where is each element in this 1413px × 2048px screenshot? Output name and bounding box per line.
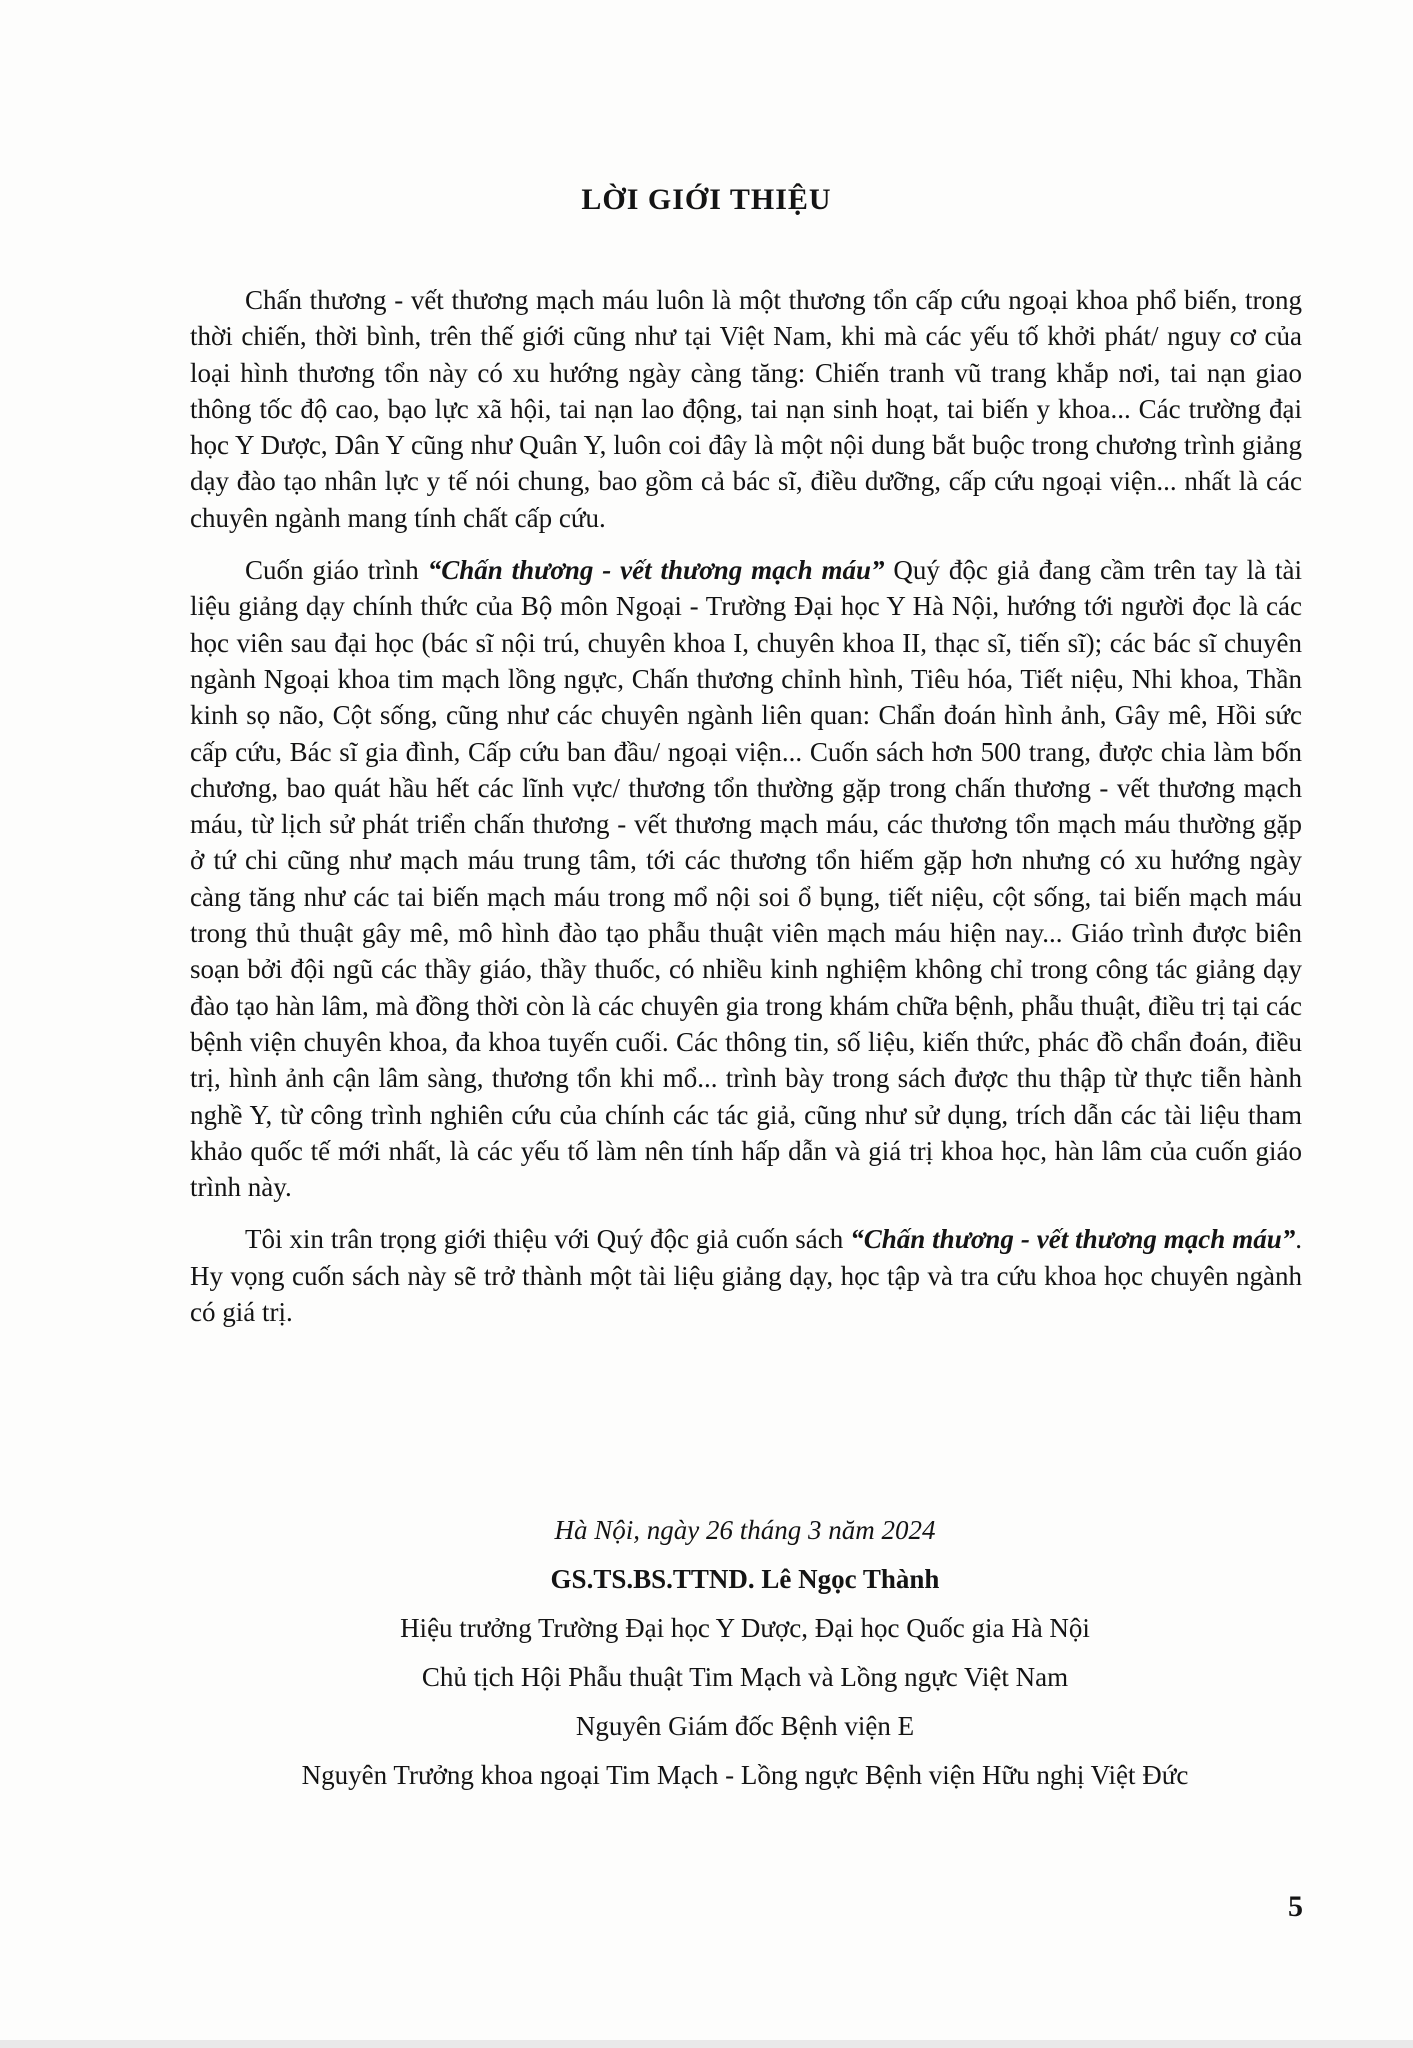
signature-position: Chủ tịch Hội Phẫu thuật Tim Mạch và Lồng ngực Việt Nam	[421, 1662, 1069, 1692]
body-text	[190, 282, 1302, 1346]
signature-block	[210, 1512, 1280, 1806]
paragraph-3	[190, 1221, 1302, 1330]
signature-position: Nguyên Giám đốc Bệnh viện E	[575, 1711, 915, 1741]
paragraph-3-run-1: Tôi xin trân trọng giới thiệu với Quý độc giả cuốn sách	[245, 1224, 851, 1255]
signature-position: Hiệu trưởng Trường Đại học Y Dược, Đại học Quốc gia Hà Nội	[400, 1613, 1090, 1643]
paragraph-1	[190, 282, 1302, 536]
signature-name: GS.TS.BS.TTND. Lê Ngọc Thành	[550, 1564, 940, 1594]
page-bottom-edge	[0, 2040, 1413, 2048]
paragraph-2-run-3: Quý độc giả đang cầm trên tay là tài liệu giảng dạy chính thức của Bộ môn Ngoại - Trường Đại học Y Hà Nội, hướng tới người đọc là các học viên sau đại học (bác sĩ nội trú, chuyên khoa I, chuyên khoa II, thạc sĩ, tiến sĩ); các bác sĩ chuyên ngành Ngoại khoa tim mạch lồng ngực, Chấn thương chỉnh hình, Tiêu hóa, Tiết niệu, Nhi khoa, Thần kinh sọ não, Cột sống, cũng như các chuyên ngành liên quan: Chẩn đoán hình ảnh, Gây mê, Hồi sức cấp cứu, Bác sĩ gia đình, Cấp cứu ban đầu/ ngoại viện... Cuốn sách hơn 500 trang, được chia làm bốn chương, bao quát hầu hết các lĩnh vực/ thương tổn thường gặp trong chấn thương - vết thương mạch máu, từ lịch sử phát triển chấn thương - vết thương mạch máu, các thương tổn mạch máu thường gặp ở tứ chi cũng như mạch máu trung tâm, tới các thương tổn hiếm gặp hơn nhưng có xu hướng ngày càng tăng như các tai biến mạch máu trong mổ nội soi ổ bụng, tiết niệu, cột sống, tai biến mạch máu trong thủ thuật gây mê, mô hình đào tạo phẫu thuật viên mạch máu hiện nay... Giáo trình được biên soạn bởi đội ngũ các thầy giáo, thầy thuốc, có nhiều kinh nghiệm không chỉ trong công tác giảng dạy đào tạo hàn lâm, mà đồng thời còn là các chuyên gia trong khám chữa bệnh, phẫu thuật, điều trị tại các bệnh viện chuyên khoa, đa khoa tuyến cuối. Các thông tin, số liệu, kiến thức, phác đồ chẩn đoán, điều trị, hình ảnh cận lâm sàng, thương tổn khi mổ... trình bày trong sách được thu thập từ thực tiễn hành nghề Y, từ công trình nghiên cứu của chính các tác giả, cũng như sử dụng, trích dẫn các tài liệu tham khảo quốc tế mới nhất, là các yếu tố làm nên tính hấp dẫn và giá trị khoa học, hàn lâm của cuốn giáo trình này.	[190, 555, 1302, 1203]
signature-position: Nguyên Trưởng khoa ngoại Tim Mạch - Lồng ngực Bệnh viện Hữu nghị Việt Đức	[301, 1760, 1189, 1790]
page-number: 5	[1288, 1890, 1303, 1923]
book-title-emphasis: “Chấn thương - vết thương mạch máu”	[427, 555, 885, 586]
signature-date: Hà Nội, ngày 26 tháng 3 năm 2024	[554, 1515, 936, 1545]
paragraph-1-run-1: Chấn thương - vết thương mạch máu luôn là một thương tổn cấp cứu ngoại khoa phổ biến, trong thời chiến, thời bình, trên thế giới cũng như tại Việt Nam, khi mà các yếu tố khởi phát/ nguy cơ của loại hình thương tổn này có xu hướng ngày càng tăng: Chiến tranh vũ trang khắp nơi, tai nạn giao thông tốc độ cao, bạo lực xã hội, tai nạn lao động, tai nạn sinh hoạt, tai biến y khoa... Các trường đại học Y Dược, Dân Y cũng như Quân Y, luôn coi đây là một nội dung bắt buộc trong chương trình giảng dạy đào tạo nhân lực y tế nói chung, bao gồm cả bác sĩ, điều dưỡng, cấp cứu ngoại viện... nhất là các chuyên ngành mang tính chất cấp cứu.	[190, 285, 1302, 533]
paragraph-2-run-1: Cuốn giáo trình	[245, 555, 428, 586]
paragraph-3-run-3: . Hy vọng cuốn sách này sẽ trở thành một tài liệu giảng dạy, học tập và tra cứu khoa học chuyên ngành có giá trị.	[190, 1224, 1302, 1328]
page-title: LỜI GIỚI THIỆU	[581, 183, 832, 216]
paragraph-2	[190, 552, 1302, 1205]
book-title-emphasis: “Chấn thương - vết thương mạch máu”	[850, 1224, 1296, 1255]
